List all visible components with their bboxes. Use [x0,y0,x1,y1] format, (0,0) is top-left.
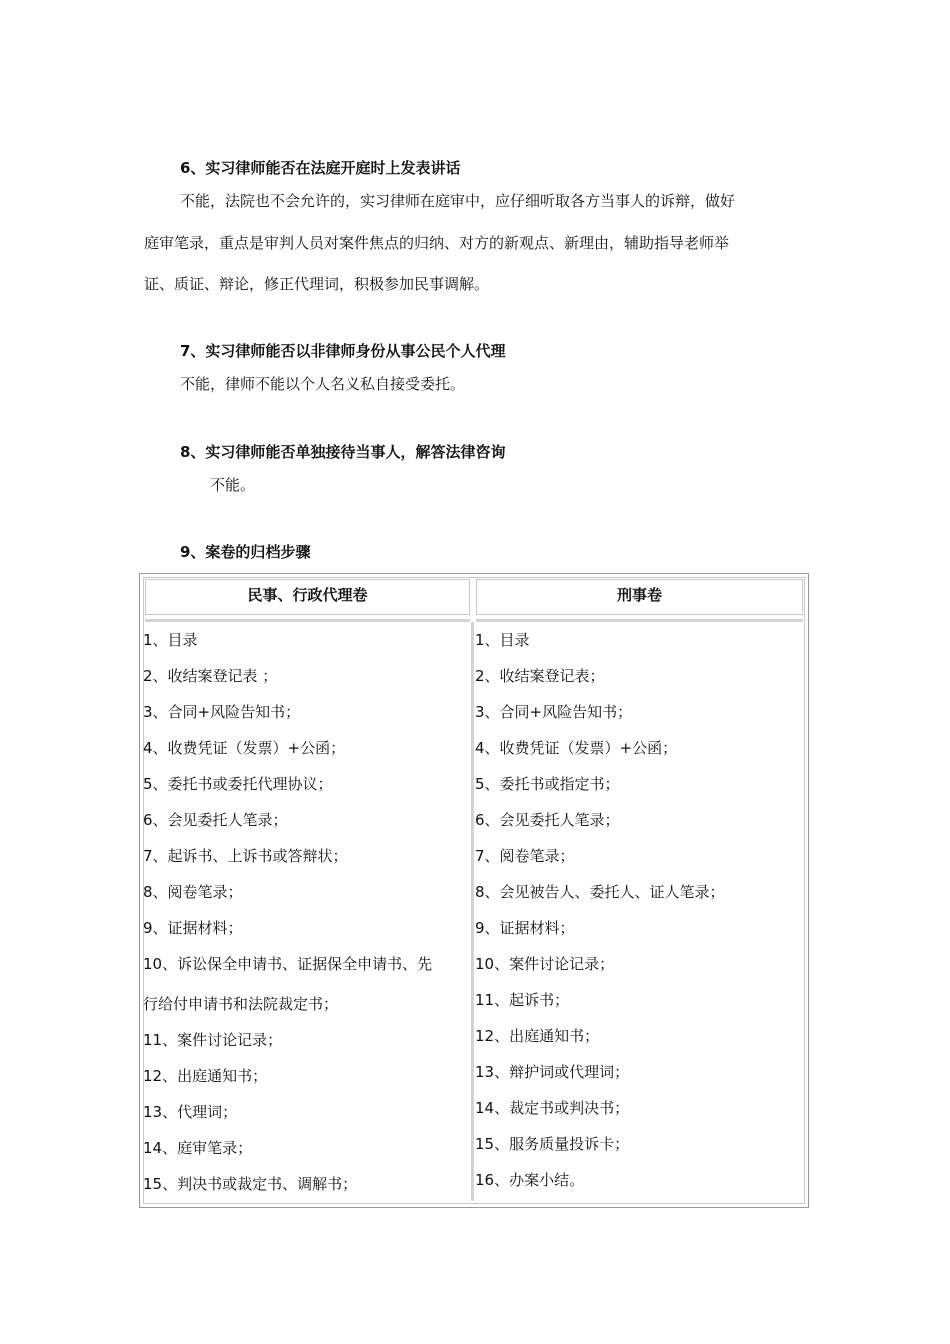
header-divider-right [476,619,803,622]
civil-item: 1、目录 [143,631,198,649]
section-6-line-3: 证、质证、辩论，修正代理词，积极参加民事调解。 [144,275,490,293]
criminal-item: 7、阅卷笔录； [475,847,575,865]
civil-item: 12、出庭通知书； [143,1067,268,1085]
criminal-item: 5、委托书或指定书； [475,775,620,793]
civil-item: 2、收结案登记表 ； [143,667,278,685]
civil-item: 行给付申请书和法院裁定书； [143,995,339,1013]
criminal-item: 11、起诉书； [475,991,570,1009]
criminal-item: 6、会见委托人笔录； [475,811,620,829]
section-6-line-1: 不能，法院也不会允许的，实习律师在庭审中，应仔细听取各方当事人的诉辩，做好 [180,192,736,210]
section-8-heading: 8、实习律师能否单独接待当事人，解答法律咨询 [180,443,506,461]
civil-item: 5、委托书或委托代理协议； [143,775,333,793]
table-header-civil [145,579,470,615]
civil-item: 11、案件讨论记录； [143,1031,283,1049]
criminal-item: 10、案件讨论记录； [475,955,615,973]
section-6-line-2: 庭审笔录，重点是审判人员对案件焦点的归纳、对方的新观点、新理由，辅助指导老师举 [144,234,730,252]
criminal-item: 2、收结案登记表； [475,667,605,685]
civil-item: 13、代理词； [143,1103,238,1121]
section-7-line-1: 不能，律师不能以个人名义私自接受委托。 [180,375,466,393]
section-7-heading: 7、实习律师能否以非律师身份从事公民个人代理 [180,342,506,360]
criminal-item: 15、服务质量投诉卡； [475,1135,630,1153]
civil-item: 3、合同+风险告知书； [143,703,301,721]
criminal-item: 4、收费凭证（发票）+公函； [475,739,678,757]
civil-item: 10、诉讼保全申请书、证据保全申请书、先 [143,955,433,973]
civil-item: 9、证据材料； [143,919,243,937]
criminal-item: 9、证据材料； [475,919,575,937]
civil-item: 8、阅卷笔录； [143,883,243,901]
archive-steps-table [139,573,809,1208]
criminal-item: 16、办案小结。 [475,1171,585,1189]
table-header-criminal [476,579,803,615]
criminal-item: 1、目录 [475,631,530,649]
civil-item: 14、庭审笔录； [143,1139,253,1157]
header-divider-left [145,619,470,622]
criminal-item: 13、辩护词或代理词； [475,1063,630,1081]
column-divider [471,622,474,1201]
criminal-item: 12、出庭通知书； [475,1027,600,1045]
section-6-heading: 6、实习律师能否在法庭开庭时上发表讲话 [180,159,461,177]
criminal-item: 8、会见被告人、委托人、证人笔录； [475,883,725,901]
civil-item: 15、判决书或裁定书、调解书； [143,1175,358,1193]
civil-item: 4、收费凭证（发票）+公函； [143,739,346,757]
table-header-criminal-label: 刑事卷 [616,586,662,604]
criminal-item: 14、裁定书或判决书； [475,1099,630,1117]
criminal-item: 3、合同+风险告知书； [475,703,633,721]
civil-item: 7、起诉书、上诉书或答辩状； [143,847,348,865]
civil-item: 6、会见委托人笔录； [143,811,288,829]
table-header-civil-label: 民事、行政代理卷 [247,586,368,604]
section-8-line-1: 不能。 [210,476,256,494]
section-9-heading: 9、案卷的归档步骤 [180,543,311,561]
